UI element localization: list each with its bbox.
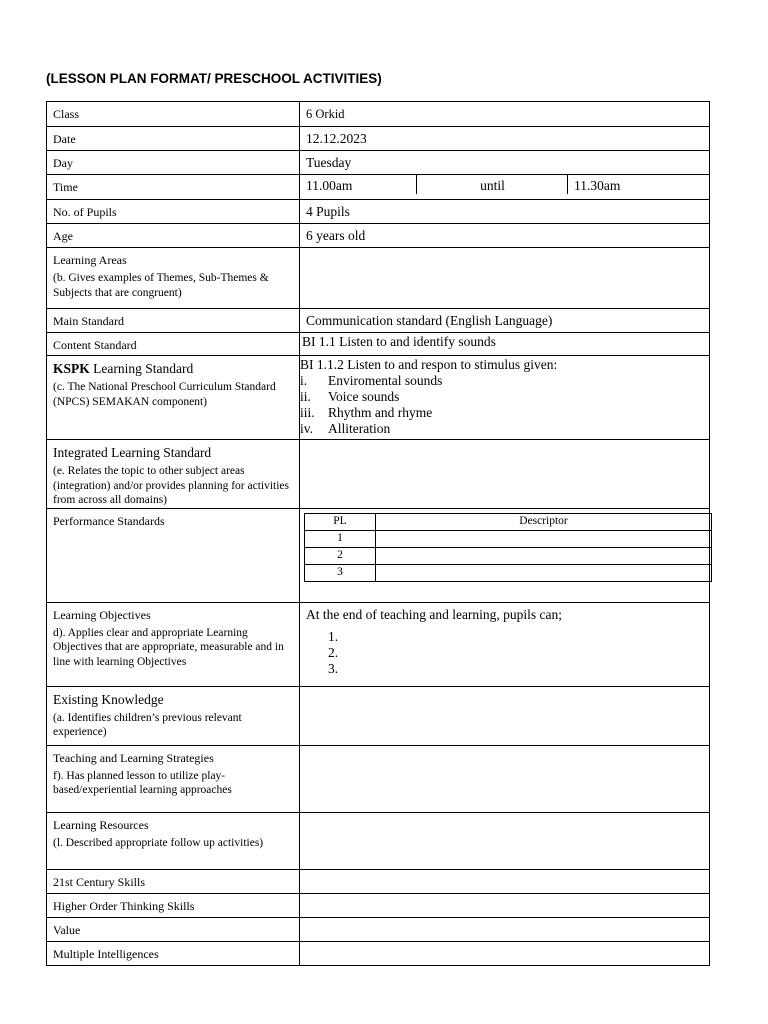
pl-level: 1 [305, 530, 376, 547]
age-label: Age [47, 224, 300, 248]
objectives-list [328, 629, 704, 677]
value-label: Value [47, 917, 300, 941]
row-time [47, 175, 710, 200]
kspk-value-cell[interactable] [300, 356, 710, 440]
integrated-note: (e. Relates the topic to other subject areas (integration) and/or provides planning for activities from across all domains) [53, 465, 290, 506]
skills21-value[interactable] [300, 869, 710, 893]
time-cell [300, 175, 710, 200]
list-item: 3. [328, 660, 339, 676]
time-end[interactable]: 11.30am [574, 178, 621, 193]
time-start[interactable]: 11.00am [300, 175, 417, 194]
existing-note: (a. Identifies children’s previous relevant experience) [53, 711, 242, 738]
table-row [305, 530, 712, 547]
performance-cell [300, 508, 710, 602]
integrated-label-cell [47, 440, 300, 509]
objectives-intro: At the end of teaching and learning, pupils can; [306, 606, 563, 622]
descriptor-header: Descriptor [376, 513, 712, 530]
row-learning-areas [47, 248, 710, 309]
row-strategies [47, 745, 710, 812]
objectives-note: d). Applies clear and appropriate Learning Objectives that are appropriate, measurable and in line with learning Objectives [53, 626, 284, 668]
performance-table [304, 513, 712, 582]
pl-descriptor[interactable] [376, 564, 712, 581]
list-item: i. Enviromental sounds [300, 373, 443, 388]
row-21st-century [47, 869, 710, 893]
learning-areas-label-cell [47, 248, 300, 309]
row-content-standard [47, 333, 710, 356]
main-standard-label: Main Standard [47, 309, 300, 333]
row-class [47, 102, 710, 127]
hots-label: Higher Order Thinking Skills [47, 893, 300, 917]
content-standard-label: Content Standard [47, 333, 300, 356]
strategies-label: Teaching and Learning Strategies [53, 750, 214, 765]
table-row [305, 547, 712, 564]
resources-value[interactable] [300, 812, 710, 869]
skills21-label: 21st Century Skills [47, 869, 300, 893]
page-title: (LESSON PLAN FORMAT/ PRESCHOOL ACTIVITIES) [46, 71, 382, 86]
list-item: iii. Rhythm and rhyme [300, 405, 433, 420]
mi-value[interactable] [300, 941, 710, 965]
objectives-label-cell [47, 602, 300, 686]
kspk-label-cell [47, 356, 300, 440]
pl-level: 2 [305, 547, 376, 564]
strategies-note: f). Has planned lesson to utilize play-based/experiential learning approaches [53, 769, 232, 796]
class-label: Class [47, 102, 300, 127]
existing-label: Existing Knowledge [53, 691, 164, 707]
date-value[interactable]: 12.12.2023 [300, 127, 710, 151]
row-resources [47, 812, 710, 869]
kspk-label: KSPK Learning Standard [53, 361, 194, 376]
pl-descriptor[interactable] [376, 530, 712, 547]
pupils-value[interactable]: 4 Pupils [300, 200, 710, 224]
time-label: Time [47, 175, 300, 200]
kspk-note: (c. The National Preschool Curriculum Standard (NPCS) SEMAKAN component) [53, 381, 276, 408]
row-performance [47, 508, 710, 602]
integrated-label: Integrated Learning Standard [53, 445, 212, 460]
learning-areas-label: Learning Areas [53, 253, 127, 267]
row-main-standard [47, 309, 710, 333]
learning-areas-value[interactable] [300, 248, 710, 309]
class-value[interactable]: 6 Orkid [300, 102, 710, 127]
list-item: ii. Voice sounds [300, 389, 400, 404]
row-hots [47, 893, 710, 917]
row-integrated [47, 440, 710, 509]
lesson-plan-table [46, 101, 710, 966]
age-value[interactable]: 6 years old [300, 224, 710, 248]
pl-descriptor[interactable] [376, 547, 712, 564]
pupils-label: No. of Pupils [47, 200, 300, 224]
content-standard-value[interactable]: BI 1.1 Listen to and identify sounds [300, 333, 710, 356]
pl-level: 3 [305, 564, 376, 581]
pl-header: PL [305, 513, 376, 530]
table-row [305, 564, 712, 581]
objectives-value-cell[interactable] [300, 602, 710, 686]
mi-label: Multiple Intelligences [47, 941, 300, 965]
strategies-label-cell [47, 745, 300, 812]
kspk-list [300, 373, 704, 437]
date-label: Date [47, 127, 300, 151]
hots-value[interactable] [300, 893, 710, 917]
value-value[interactable] [300, 917, 710, 941]
list-item: 1. [328, 628, 339, 644]
day-value[interactable]: Tuesday [300, 151, 710, 175]
existing-label-cell [47, 686, 300, 745]
learning-areas-note: (b. Gives examples of Themes, Sub-Themes & Subjects that are congruent) [53, 272, 269, 299]
time-until: until [417, 175, 568, 194]
resources-label-cell [47, 812, 300, 869]
row-age [47, 224, 710, 248]
kspk-value: BI 1.1.2 Listen to and respon to stimulus given: [300, 357, 558, 372]
day-label: Day [47, 151, 300, 175]
integrated-value[interactable] [300, 440, 710, 509]
row-pupils [47, 200, 710, 224]
row-value [47, 917, 710, 941]
row-objectives [47, 602, 710, 686]
row-day [47, 151, 710, 175]
objectives-label: Learning Objectives [53, 607, 151, 622]
strategies-value[interactable] [300, 745, 710, 812]
row-existing [47, 686, 710, 745]
list-item: iv. Alliteration [300, 421, 391, 436]
performance-label: Performance Standards [47, 508, 300, 602]
main-standard-value[interactable]: Communication standard (English Language) [300, 309, 710, 333]
resources-label: Learning Resources [53, 817, 149, 832]
row-date [47, 127, 710, 151]
resources-note: (l. Described appropriate follow up activities) [53, 836, 264, 849]
list-item: 2. [328, 644, 339, 660]
existing-value[interactable] [300, 686, 710, 745]
row-multiple-intelligences [47, 941, 710, 965]
row-kspk [47, 356, 710, 440]
